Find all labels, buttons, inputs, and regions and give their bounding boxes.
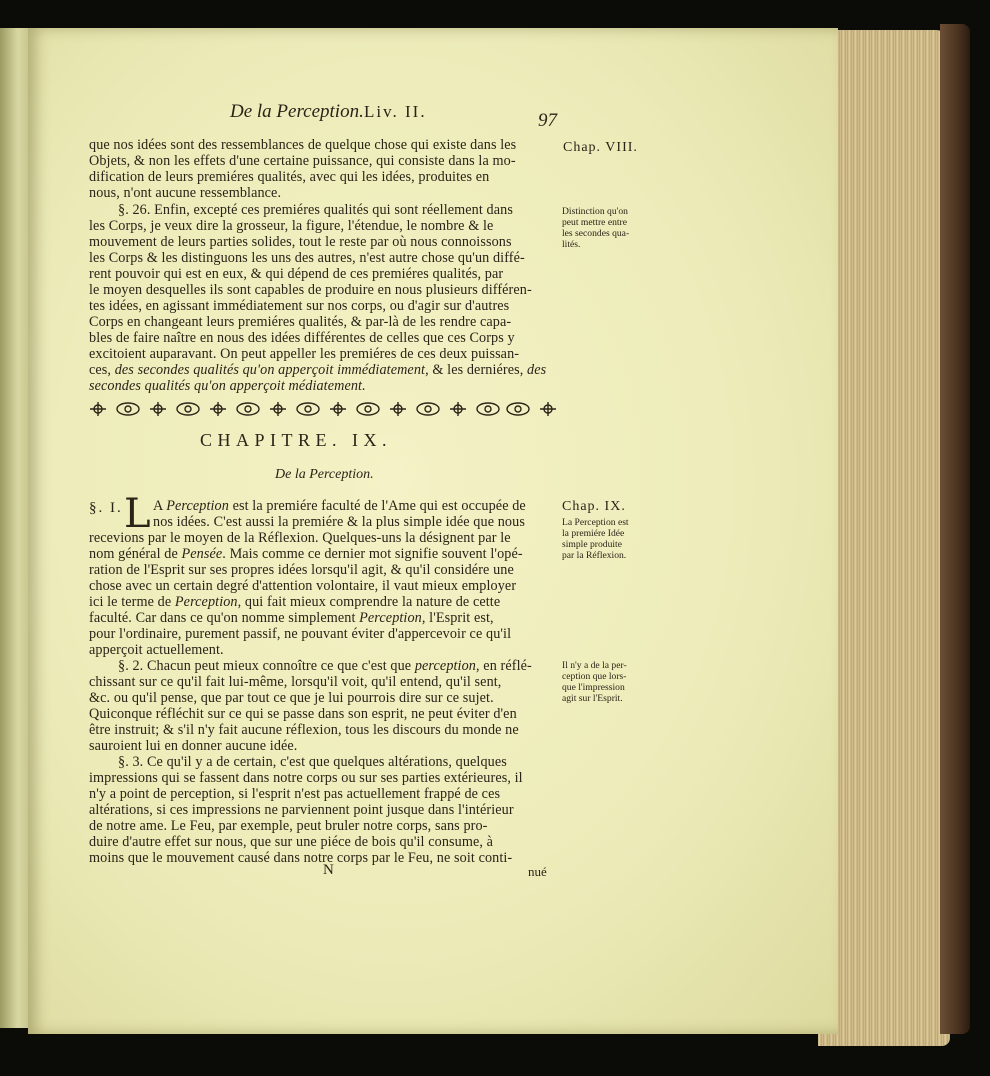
- text-run: , en réflé-: [476, 658, 532, 674]
- section-mark: §. I.: [89, 500, 123, 516]
- note-line: les secondes qua-: [562, 228, 630, 239]
- note-line: la premiére Idée: [562, 528, 625, 539]
- text-line: dification de leurs premiéres qualités, avec qui les idées, produites en: [89, 169, 490, 185]
- ornament-unit: [507, 403, 529, 415]
- text-line: nous, n'ont aucune ressemblance.: [89, 185, 282, 201]
- text-line: Quiconque réfléchit sur ce qui se passe dans son esprit, ne peut éviter d'en: [89, 706, 517, 722]
- text-line: sauroient lui en donner aucune idée.: [89, 738, 298, 754]
- margin-chap-ix: Chap. IX.: [562, 499, 626, 514]
- text-line: chose avec un certain degré d'attention volontaire, il vaut mieux employer: [89, 578, 517, 594]
- text-run: A: [153, 498, 167, 514]
- text-run: , qui fait mieux comprendre la nature de cette: [237, 594, 501, 610]
- ornament-unit: [417, 403, 439, 415]
- note-line: Distinction qu'on: [562, 206, 628, 217]
- text-line: apperçoit actuellement.: [89, 642, 224, 658]
- text-line: §. 26. Enfin, excepté ces premiéres qualités qui sont réellement dans: [118, 202, 513, 218]
- ornament-unit: [270, 402, 286, 416]
- ornament-unit: [540, 402, 556, 416]
- left-page-edge: [0, 28, 30, 1028]
- text-run: §. 2. Chacun peut mieux connoître ce que c'est que: [118, 658, 415, 674]
- ornament-unit: [297, 403, 319, 415]
- text-run: , & les derniéres,: [425, 362, 528, 378]
- text-line: n'y a point de perception, si l'esprit n'est pas actuellement frappé de ces: [89, 786, 501, 802]
- text-line: les Corps & les distinguons les uns des autres, n'est autre chose qu'un diffé-: [89, 250, 525, 266]
- note-line: peut mettre entre: [562, 217, 627, 228]
- italic-run: Perception: [359, 610, 422, 626]
- text-line: Corps en changeant leurs premiéres qualités, & par-là de les rendre capa-: [89, 314, 512, 330]
- text-line: moins que le mouvement causé dans notre corps par le Feu, ne soit conti-: [89, 850, 513, 866]
- text-line: [89, 610, 494, 626]
- signature-mark: N: [323, 862, 334, 878]
- chapter-heading: CHAPITRE. IX.: [200, 430, 392, 450]
- italic-run: des secondes qualités qu'on apperçoit immédiatement: [114, 362, 426, 378]
- text-run: faculté. Car dans ce qu'on nomme simplement: [89, 610, 360, 626]
- text-run: ici le terme de: [89, 594, 175, 610]
- italic-run: Perception: [166, 498, 229, 514]
- text-line: altérations, si ces impressions ne parviennent point jusque dans l'intérieur: [89, 802, 514, 818]
- text-line: que nos idées sont des ressemblances de quelque chose qui existe dans les: [89, 137, 517, 153]
- note-line: Il n'y a de la per-: [562, 660, 627, 671]
- ornament-unit: [90, 402, 106, 416]
- note-line: simple produite: [562, 539, 622, 550]
- text-line: &c. ou qu'il pense, que par tout ce que je lui pourrois dire sur ce sujet.: [89, 690, 494, 706]
- ornament-unit: [390, 402, 406, 416]
- note-line: La Perception est: [562, 517, 629, 528]
- chapter-subtitle: De la Perception.: [275, 467, 374, 482]
- note-line: par la Réflexion.: [562, 550, 627, 561]
- text-line: ration de l'Esprit sur ses propres idées lorsqu'il agit, & qu'il considére une: [89, 562, 514, 578]
- text-line: le moyen desquelles ils sont capables de produire en nous plusieurs différen-: [89, 282, 532, 298]
- note-line: lités.: [562, 239, 581, 250]
- ornament-band: [88, 400, 558, 418]
- ornament-unit: [117, 403, 139, 415]
- text-line: bles de faire naître en nous des idées différentes de celles que ces Corps y: [89, 330, 515, 346]
- text-line: nos idées. C'est aussi la premiére & la plus simple idée que nous: [153, 514, 525, 530]
- text-line: les Corps, je veux dire la grosseur, la figure, l'étendue, le nombre & le: [89, 218, 494, 234]
- page-number: 97: [538, 110, 557, 131]
- text-run: nom général de: [89, 546, 182, 562]
- text-line: impressions qui se fassent dans notre corps ou sur ses parties extérieures, il: [89, 770, 523, 786]
- text-line: §. 3. Ce qu'il y a de certain, c'est que quelques altérations, quelques: [118, 754, 507, 770]
- text-line: secondes qualités qu'on apperçoit médiatement.: [89, 378, 366, 394]
- catchword: nué: [528, 864, 547, 879]
- ornament-unit: [330, 402, 346, 416]
- text-line: pour l'ordinaire, purement passif, ne pouvant éviter d'appercevoir ce qu'il: [89, 626, 512, 642]
- running-title: De la Perception.: [230, 101, 364, 122]
- text-line: [89, 594, 500, 610]
- italic-run: Perception: [174, 594, 238, 610]
- text-line: [89, 546, 523, 562]
- text-line: [118, 658, 532, 674]
- ornament-unit: [477, 403, 499, 415]
- text-line: [89, 362, 546, 378]
- italic-run: perception: [414, 658, 476, 674]
- note-line: agit sur l'Esprit.: [562, 693, 623, 704]
- drop-cap: L: [124, 491, 151, 537]
- text-run: est la premiére faculté de l'Ame qui est occupée de: [228, 498, 526, 514]
- ornament-unit: [450, 402, 466, 416]
- italic-run: des: [527, 362, 547, 378]
- ornament-unit: [210, 402, 226, 416]
- text-line: rent pouvoir qui est en eux, & qui dépend de ces premiéres qualités, par: [89, 266, 504, 282]
- note-line: ception que lors-: [562, 671, 627, 682]
- text-line: chissant sur ce qu'il fait lui-même, lorsqu'il voit, qu'il entend, qu'il sent,: [89, 674, 502, 690]
- margin-chap-viii: Chap. VIII.: [563, 140, 638, 155]
- text-line: mouvement de leurs parties solides, tout le reste par où nous connoissons: [89, 234, 512, 250]
- book-label: Liv. II.: [364, 102, 427, 121]
- text-line: être instruit; & s'il n'y fait aucune réflexion, tous les discours du monde ne: [89, 722, 519, 738]
- text-line: duire d'autre effet sur nous, que sur une piéce de bois qu'il consume, à: [89, 834, 494, 850]
- text-run: ces,: [89, 362, 115, 378]
- ornament-unit: [150, 402, 166, 416]
- text-line: [153, 498, 526, 514]
- ornament-unit: [357, 403, 379, 415]
- ornament-unit: [237, 403, 259, 415]
- text-run: , l'Esprit est,: [421, 610, 494, 626]
- text-line: recevions par le moyen de la Réflexion. Quelques-uns la désignent par le: [89, 530, 511, 546]
- ornament-unit: [177, 403, 199, 415]
- italic-run: Pensée: [181, 546, 223, 562]
- note-line: que l'impression: [562, 682, 625, 693]
- text-line: Objets, & non les effets d'une certaine puissance, qui consiste dans la mo-: [89, 153, 516, 169]
- text-line: excitoient auparavant. On peut appeller les premiéres de ces deux puissan-: [89, 346, 520, 362]
- book-cover: [940, 24, 970, 1034]
- text-line: de notre ame. Le Feu, par exemple, peut bruler notre corps, sans pro-: [89, 818, 488, 834]
- text-run: . Mais comme ce dernier mot signifie souvent l'opé-: [222, 546, 523, 562]
- text-line: tes idées, en agissant immédiatement sur nos corps, ou d'agir sur d'autres: [89, 298, 510, 314]
